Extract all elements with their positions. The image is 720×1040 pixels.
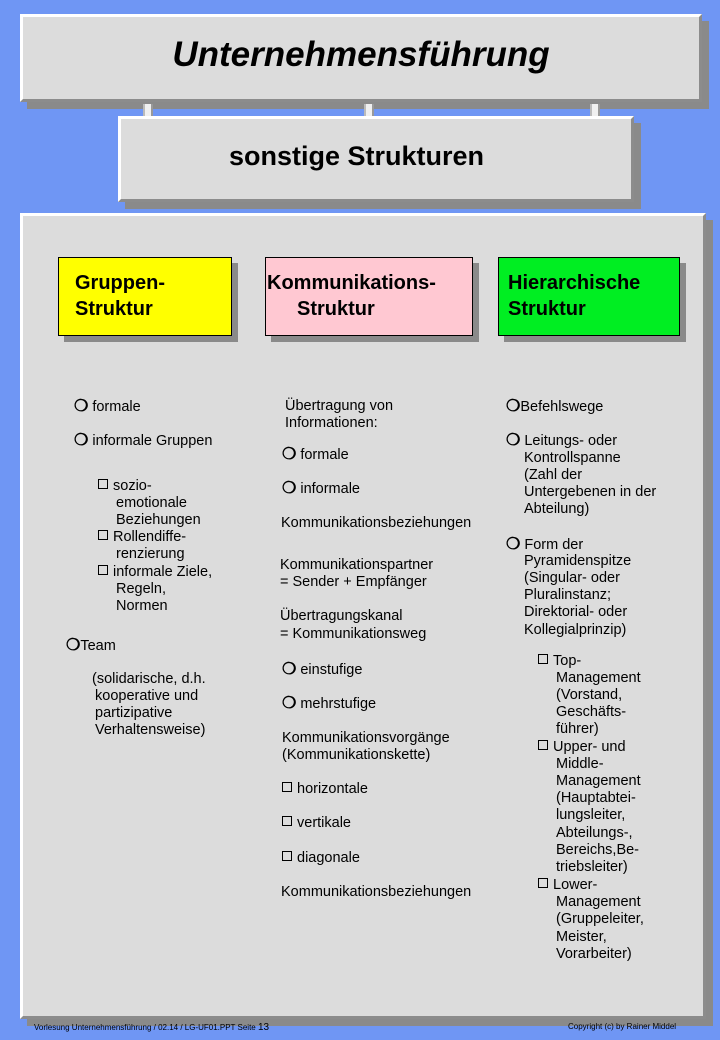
header-line-2: Struktur — [508, 298, 586, 320]
circle-bullet-icon: ❍ — [506, 536, 521, 553]
sub-list-text: Vorarbeiter) — [556, 946, 632, 962]
square-bullet-icon — [98, 565, 108, 575]
list-text: Pluralinstanz; — [524, 587, 612, 603]
header-line-1: Hierarchische — [508, 272, 641, 294]
list-text: Kommunikationspartner — [280, 557, 434, 573]
sub-list-text: triebsleiter) — [556, 859, 628, 875]
sub-list-text: Meister, — [556, 929, 607, 945]
sub-list-item: diagonale — [282, 850, 360, 867]
list-text: partizipative — [95, 705, 173, 721]
page-subtitle: sonstige Strukturen — [229, 141, 485, 171]
sub-list-text: Management — [556, 773, 641, 789]
list-text: Kommunikationsbeziehungen — [281, 884, 472, 900]
header-line-2: Struktur — [75, 298, 153, 320]
sub-list-text: emotionale — [116, 495, 187, 511]
sub-list-item: sozio- — [98, 478, 152, 495]
sub-list-text: (Hauptabtei- — [556, 790, 636, 806]
header-kommunikations-struktur — [265, 257, 473, 336]
list-item: ❍ Form der — [506, 536, 584, 553]
list-text: (Singular- oder — [524, 570, 620, 586]
list-text: Abteilung) — [524, 501, 590, 517]
sub-list-item: informale Ziele, — [98, 564, 212, 581]
list-text: Direktorial- oder — [524, 604, 628, 620]
sub-list-item: Upper- und — [538, 739, 626, 756]
sub-list-text: (Vorstand, — [556, 687, 623, 703]
list-text: kooperative und — [95, 688, 199, 704]
list-text: Übertragungskanal — [280, 608, 403, 624]
list-item: ❍ informale Gruppen — [74, 432, 213, 449]
sub-list-text: lungsleiter, — [556, 807, 626, 823]
list-text: Kollegialprinzip) — [524, 622, 627, 638]
footer-course: Vorlesung Unternehmensführung / 02.14 / LG-UF01.PPT Seite — [34, 1023, 256, 1032]
list-text: Übertragung von — [285, 398, 394, 414]
title-banner — [20, 14, 702, 102]
list-text: Verhaltensweise) — [95, 722, 206, 738]
circle-bullet-icon: ❍ — [282, 446, 297, 463]
list-item: ❍ einstufige — [282, 661, 363, 678]
square-bullet-icon — [98, 530, 108, 540]
circle-bullet-icon: ❍ — [66, 637, 81, 654]
header-gruppen-struktur — [58, 257, 232, 336]
list-item: ❍ mehrstufige — [282, 695, 377, 712]
header-hierarchische-struktur — [498, 257, 680, 336]
list-item: ❍Team — [66, 637, 116, 654]
header-line-1: Kommunikations- — [267, 272, 436, 294]
header-line-2: Struktur — [297, 298, 375, 320]
square-bullet-icon — [282, 851, 292, 861]
square-bullet-icon — [282, 782, 292, 792]
circle-bullet-icon: ❍ — [506, 432, 521, 449]
sub-list-item: Lower- — [538, 877, 597, 894]
list-item: ❍ formale — [282, 446, 349, 463]
list-text: Kommunikationsvorgänge — [282, 730, 450, 746]
footer-page-number: 13 — [258, 1022, 270, 1033]
sub-list-text: Middle- — [556, 756, 604, 772]
list-text: Pyramidenspitze — [524, 553, 632, 569]
list-item: ❍ Leitungs- oder — [506, 432, 618, 449]
list-text: Kommunikationsbeziehungen — [281, 515, 472, 531]
circle-bullet-icon: ❍ — [74, 432, 89, 449]
list-text: (solidarische, d.h. — [92, 671, 206, 687]
list-text: = Sender + Empfänger — [280, 574, 427, 590]
sub-list-text: Beziehungen — [116, 512, 201, 528]
sub-list-text: renzierung — [116, 546, 185, 562]
subtitle-banner — [118, 116, 634, 202]
list-text: (Zahl der — [524, 467, 583, 483]
sub-list-text: Normen — [116, 598, 168, 614]
footer-copyright: Copyright (c) by Rainer Middel — [568, 1022, 677, 1031]
sub-list-text: Regeln, — [116, 581, 166, 597]
sub-list-text: Management — [556, 670, 641, 686]
square-bullet-icon — [98, 479, 108, 489]
circle-bullet-icon: ❍ — [282, 695, 297, 712]
sub-list-text: Management — [556, 894, 641, 910]
header-line-1: Gruppen- — [75, 272, 165, 294]
square-bullet-icon — [538, 878, 548, 888]
list-text: = Kommunikationsweg — [280, 626, 427, 642]
sub-list-text: (Gruppeleiter, — [556, 911, 644, 927]
list-item: ❍Befehlswege — [506, 398, 604, 415]
list-item: ❍ informale — [282, 480, 360, 497]
list-text: Kontrollspanne — [524, 450, 621, 466]
list-text: (Kommunikationskette) — [282, 747, 431, 763]
footer-left — [34, 1022, 269, 1033]
square-bullet-icon — [282, 816, 292, 826]
circle-bullet-icon: ❍ — [282, 480, 297, 497]
circle-bullet-icon: ❍ — [506, 398, 521, 415]
sub-list-item: Top- — [538, 653, 581, 670]
sub-list-text: Abteilungs-, — [556, 825, 633, 841]
sub-list-item: Rollendiffe- — [98, 529, 186, 546]
sub-list-item: vertikale — [282, 815, 351, 832]
square-bullet-icon — [538, 740, 548, 750]
circle-bullet-icon: ❍ — [282, 661, 297, 678]
list-text: Informationen: — [285, 415, 378, 431]
list-text: Untergebenen in der — [524, 484, 657, 500]
circle-bullet-icon: ❍ — [74, 398, 89, 415]
page-title: Unternehmensführung — [172, 35, 550, 74]
list-item: ❍ formale — [74, 398, 141, 415]
sub-list-text: Geschäfts- — [556, 704, 627, 720]
sub-list-text: Bereichs,Be- — [556, 842, 640, 858]
sub-list-text: führer) — [556, 721, 599, 737]
sub-list-item: horizontale — [282, 781, 368, 798]
square-bullet-icon — [538, 654, 548, 664]
